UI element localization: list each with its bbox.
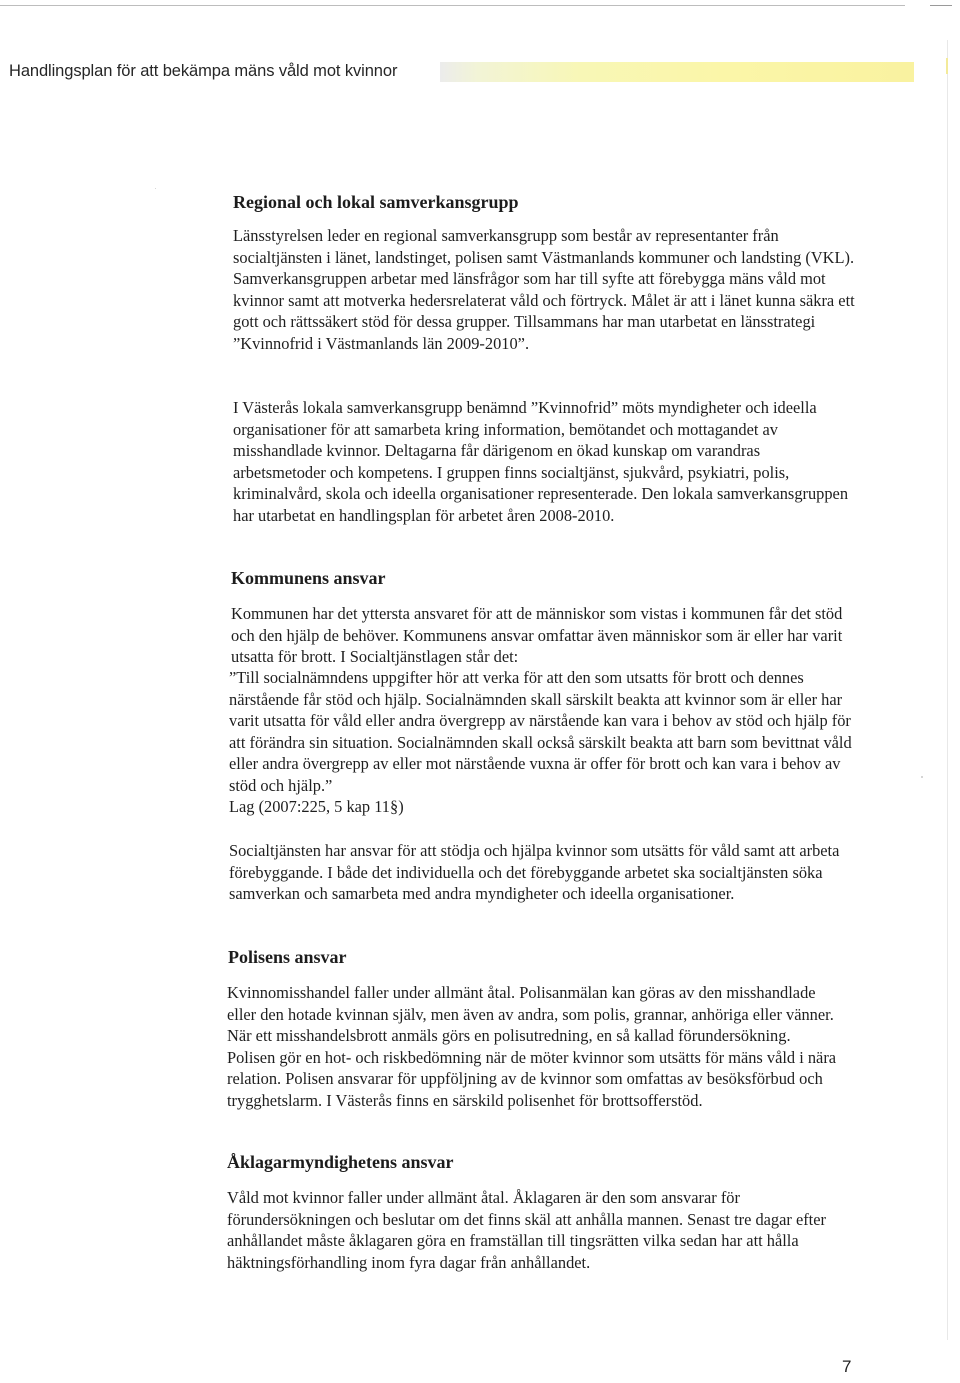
aklagare-paragraph: Våld mot kvinnor faller under allmänt åtal. Åklagaren är den som ansvarar för förundersökningen och beslutar om det finns skäl att anhålla mannen. Senast tre dagar efter anhållandet måste åklagaren göra en framställan till tingsrätten vilka sedan har att hålla häktningsförhandling inom fyra dagar från anhållandet. [227,1188,826,1272]
page-edge [947,40,948,1340]
scan-speck [155,188,156,189]
heading-kommunen: Kommunens ansvar [231,568,386,588]
regional-paragraph-1: Länsstyrelsen leder en regional samverkansgrupp som består av representanter från socialtjänsten i länet, landstinget, polisen samt Västmanlands kommuner och landsting (VKL). Samverkansgruppen arbetar med länsfrågor som har till syfte att förebygga mäns våld mot kvinnor samt att motverka hedersrelaterat våld och förtryck. Målet är att i länet kunna säkra ett gott och rättssäkert stöd för dessa grupper. Tillsammans har man utarbetat en länsstrategi ”Kvinnofrid i Västmanlands län 2009-2010”. [233,226,855,353]
header-edge-mark [946,58,948,74]
regional-paragraph-2: I Västerås lokala samverkansgrupp benämnd ”Kvinnofrid” möts myndigheter och ideella organisationer för att samarbeta kring information, bemötandet och mottagandet av misshandlade kvinnor. Deltagarna får därigenom en ökad kunskap om varandras arbetsmetoder och kompetens. I gruppen finns socialtjänst, sjukvård, psykiatri, polis, kriminalvård, skola och ideella organisationer representerade. Den lokala samverkansgruppen har utarbetat en handlingsplan för arbetet åren 2008-2010. [233,398,849,525]
scan-speck [921,776,923,778]
kommunen-paragraph-2: Socialtjänsten har ansvar för att stödja och hjälpa kvinnor som utsätts för våld samt att arbeta förebyggande. I både det individuella och det förebyggande arbetet ska socialtjänsten söka samverkan och samarbeta med andra myndigheter och ideella organisationer. [229,841,840,903]
top-rule [0,5,905,6]
page-number: 7 [842,1357,852,1376]
heading-regional: Regional och lokal samverkansgrupp [233,192,519,212]
heading-polisen: Polisens ansvar [228,947,347,967]
kommunen-paragraph-1: Kommunen har det yttersta ansvaret för att de människor som vistas i kommunen får det stöd och den hjälp de behöver. Kommunens ansvar omfattar även människor som är eller har varit utsatta för brott. I Socialtjänstlagen står det: [231,604,843,666]
kommunen-law-reference: Lag (2007:225, 5 kap 11§) [229,797,404,816]
header-title: Handlingsplan för att bekämpa mäns våld mot kvinnor [9,62,398,80]
header-highlight-band [440,62,914,82]
polisen-paragraph: Kvinnomisshandel faller under allmänt åtal. Polisanmälan kan göras av den misshandlade eller den hotade kvinnan själv, men även av andra, som polis, grannar, anhöriga eller vänner. När ett misshandelsbrott anmäls görs en polisutredning, en så kallad förundersökning. Polisen gör en hot- och riskbedömning när de möter kvinnor som utsätts för mäns våld i nära relation. Polisen ansvarar för uppföljning av de kvinnor som omfattas av besöksförbud och trygghetslarm. I Västerås finns en särskild polisenhet för brottsofferstöd. [227,983,837,1110]
running-header [0,58,960,88]
kommunen-quote: ”Till socialnämndens uppgifter hör att verka för att den som utsatts för brott och dennes närstående får stöd och hjälp. Socialnämnden skall särskilt beakta att kvinnor som är eller har varit utsatta för våld eller andra övergrepp av närstående kan vara i behov av stöd och hjälp för att förändra sin situation. Socialnämnden skall också särskilt beakta att barn som bevittnat våld eller andra övergrepp av eller mot närstående vuxna är offer för brott och kan vara i behov av stöd och hjälp.” [229,668,852,795]
top-rule-right [930,5,952,6]
heading-aklagare: Åklagarmyndighetens ansvar [227,1152,454,1172]
